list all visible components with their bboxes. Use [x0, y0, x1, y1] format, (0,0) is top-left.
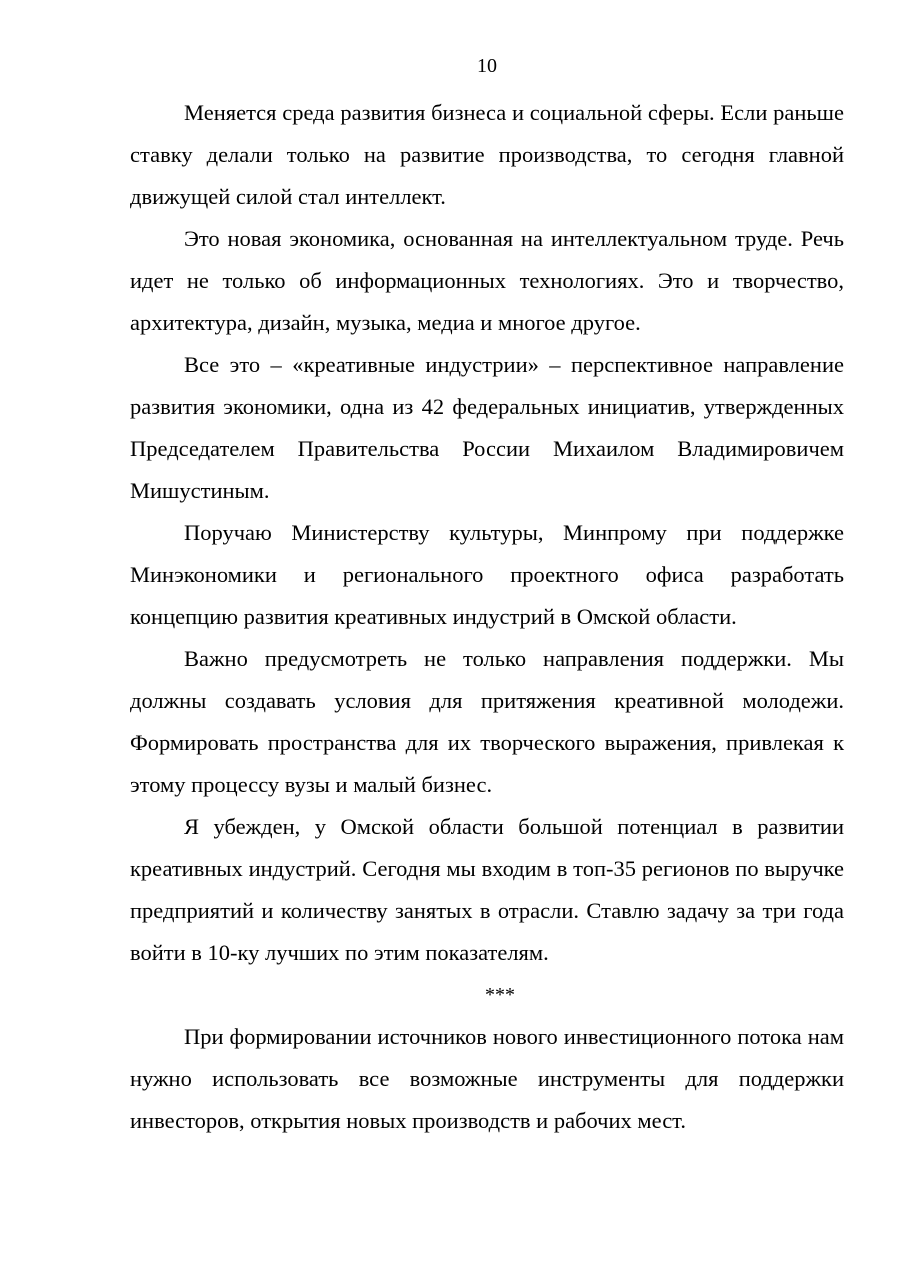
paragraph: Важно предусмотреть не только направления поддержки. Мы должны создавать условия для притяжения креативной молодежи. Формировать пространства для их творческого выражения, привлекая к этому процессу вузы и малый бизнес. — [130, 646, 844, 797]
page-number: 10 — [477, 55, 497, 77]
paragraph: Это новая экономика, основанная на интеллектуальном труде. Речь идет не только об информационных технологиях. Это и творчество, архитектура, дизайн, музыка, медиа и многое другое. — [130, 226, 844, 335]
paragraph: Поручаю Министерству культуры, Минпрому при поддержке Минэкономики и регионального проектного офиса разработать концепцию развития креативных индустрий в Омской области. — [130, 520, 844, 629]
paragraph: Меняется среда развития бизнеса и социальной сферы. Если раньше ставку делали только на развитие производства, то сегодня главной движущей силой стал интеллект. — [130, 100, 844, 209]
paragraph: При формировании источников нового инвестиционного потока нам нужно использовать все возможные инструменты для поддержки инвесторов, открытия новых производств и рабочих мест. — [130, 1024, 844, 1133]
paragraph: Все это – «креативные индустрии» – перспективное направление развития экономики, одна из 42 федеральных инициатив, утвержденных Председателем Правительства России Михаилом Владимировичем Мишустиным. — [130, 352, 844, 503]
paragraph: Я убежден, у Омской области большой потенциал в развитии креативных индустрий. Сегодня мы входим в топ-35 регионов по выручке предприятий и количеству занятых в отрасли. Ставлю задачу за три года войти в 10-ку лучших по этим показателям. — [130, 814, 844, 965]
body-text — [130, 92, 844, 1142]
section-separator: *** — [485, 984, 515, 1006]
